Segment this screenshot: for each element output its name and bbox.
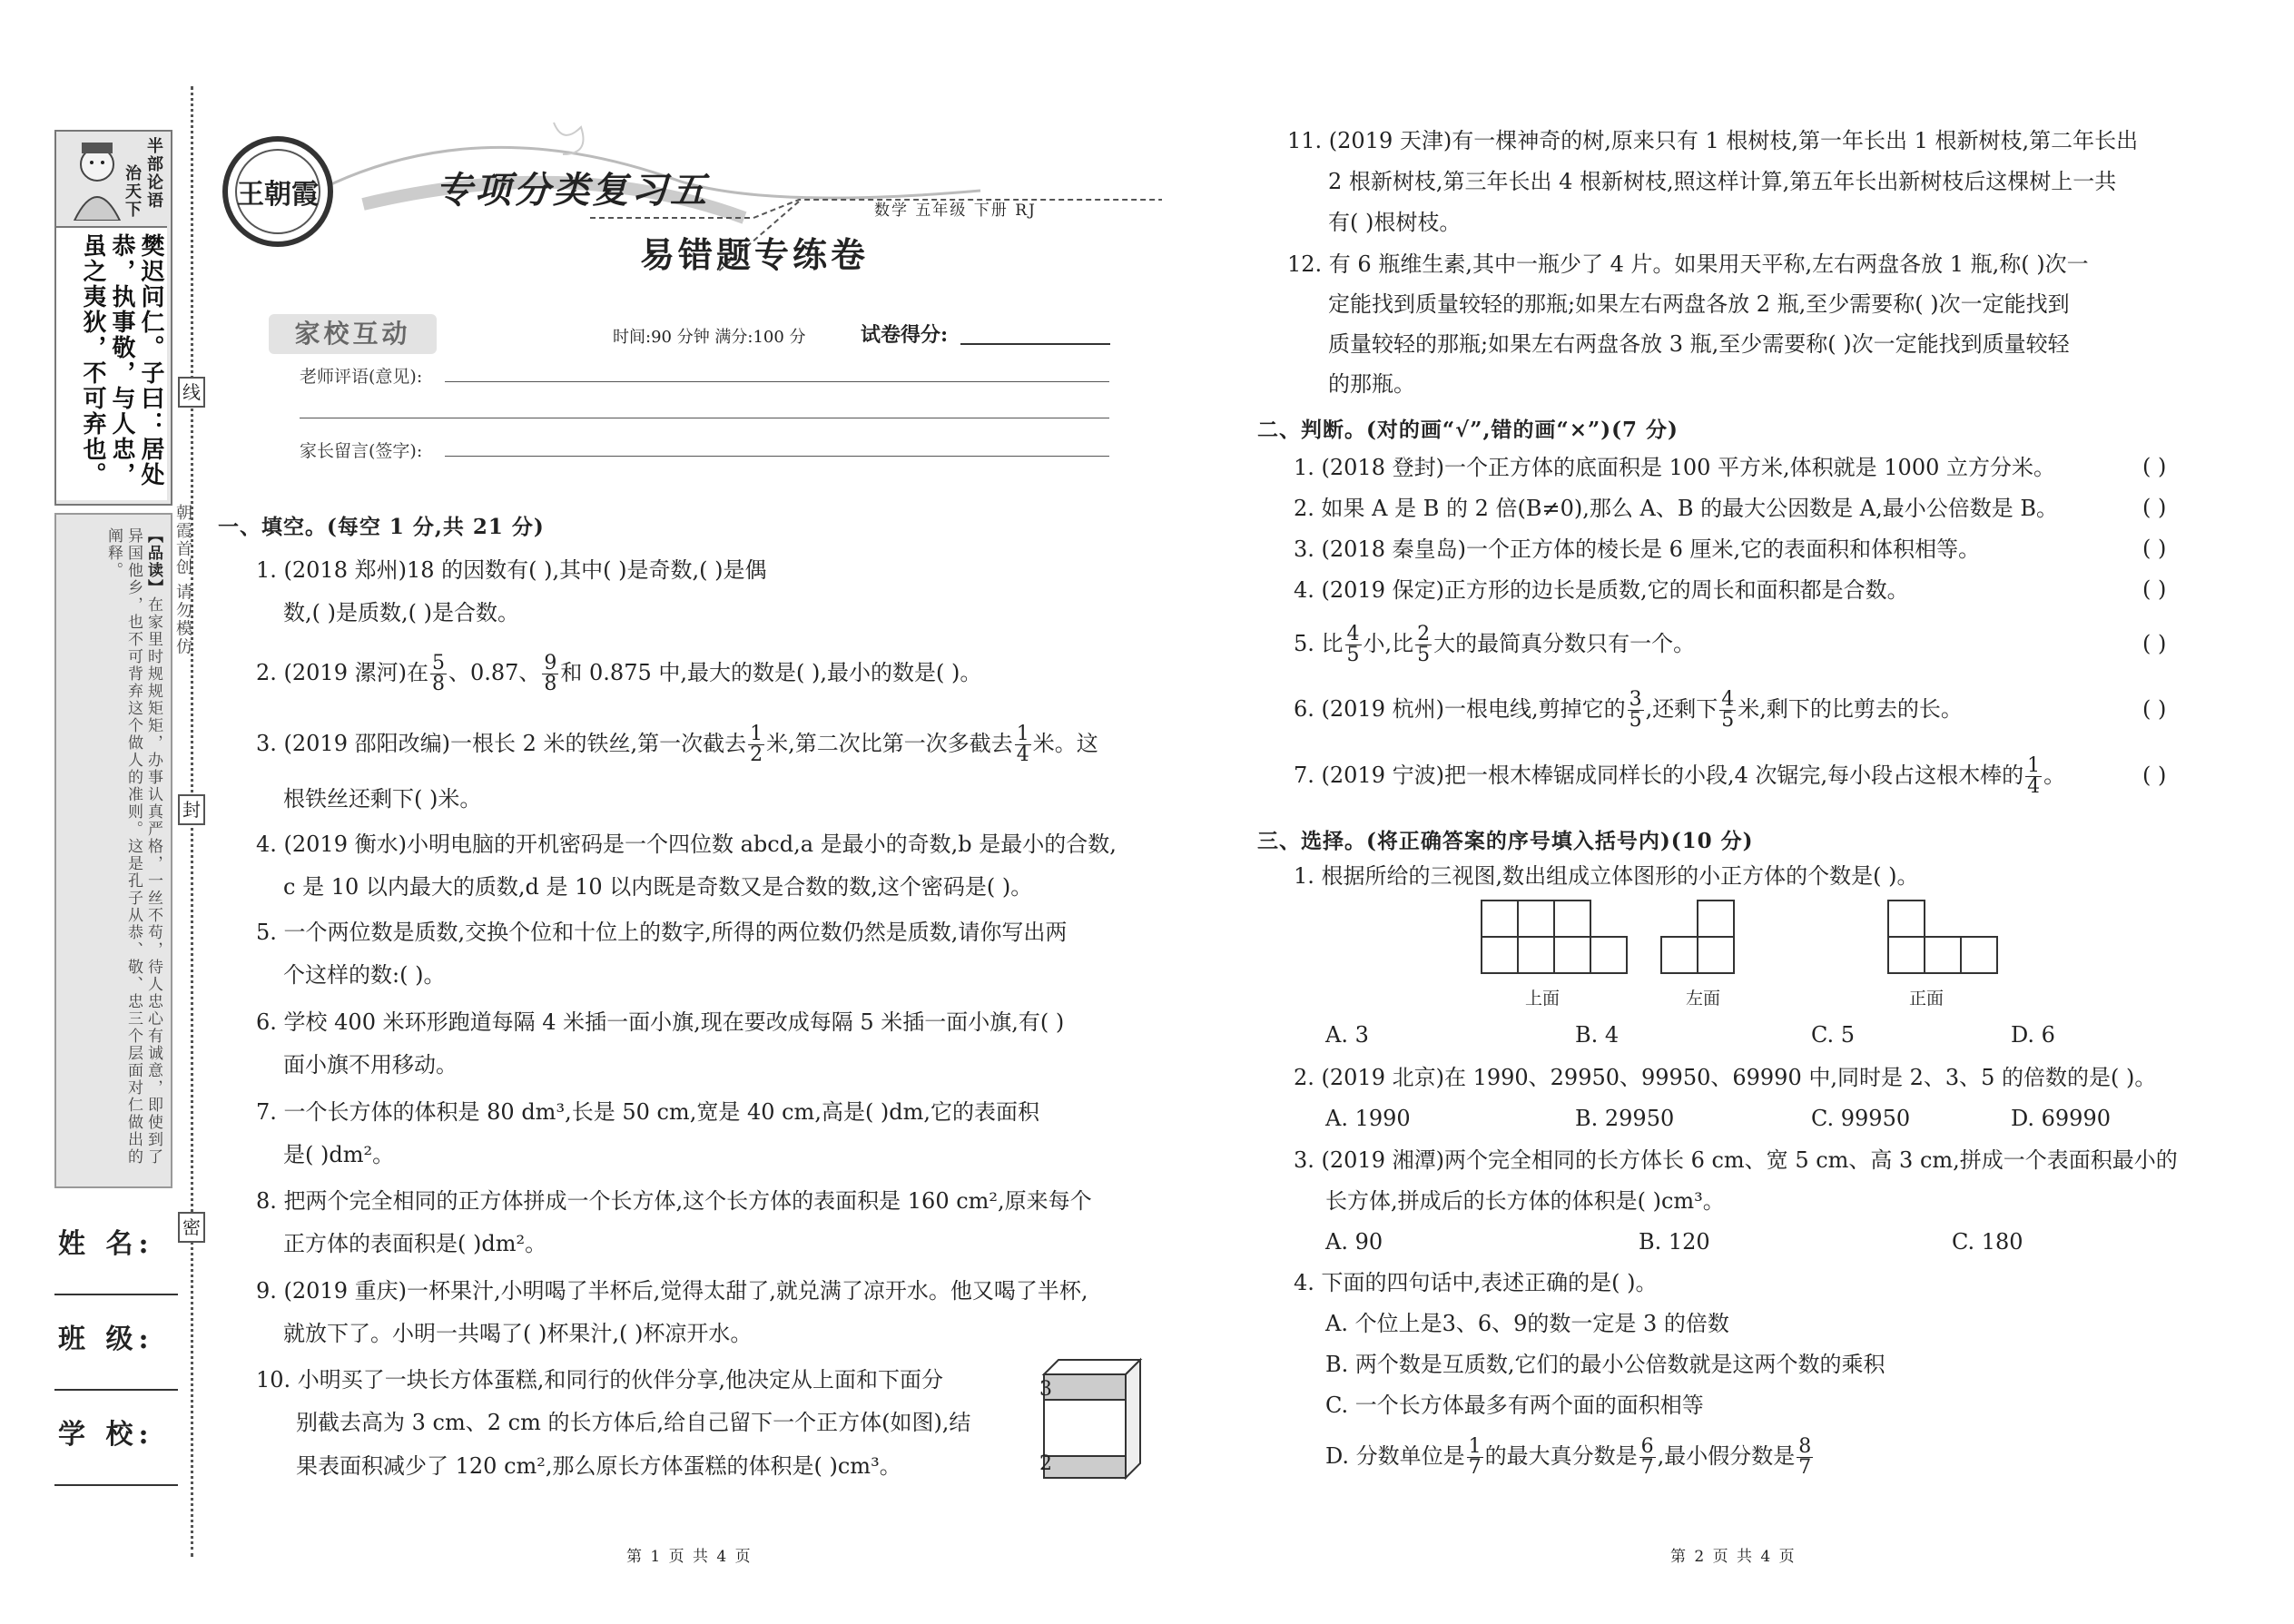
c3-line2: 长方体,拼成后的长方体的体积是( )cm³。 — [1325, 1188, 1725, 1214]
q8-line2: 正方体的表面积是( )dm²。 — [283, 1231, 547, 1256]
q11-line3: 有( )根树枝。 — [1328, 210, 1462, 235]
pindu-label: 【品读】 — [144, 527, 162, 596]
teacher-comment-line-1[interactable] — [445, 381, 1109, 382]
frac-1-4b: $\frac{1}{4}$ — [2027, 754, 2041, 798]
q11-line2: 2 根新树枝,第三年长出 4 根新树枝,照这样计算,第五年长出新树枝后这棵树上一共 — [1328, 169, 2117, 194]
strip-title-2: 治天下 — [123, 164, 142, 219]
cake-figure — [1035, 1351, 1153, 1487]
q10-line1: 10. 小明买了一块长方体蛋糕,和同行的伙伴分享,他决定从上面和下面分 — [256, 1367, 944, 1393]
q4-line1: 4. (2019 衡水)小明电脑的开机密码是一个四位数 abcd,a 是最小的奇数,b 是最小的合数, — [256, 832, 1117, 857]
q7-line2: 是( )dm²。 — [283, 1142, 395, 1167]
c3-option-b[interactable]: B. 120 — [1639, 1229, 1710, 1255]
c1-option-c[interactable]: C. 5 — [1811, 1022, 1856, 1048]
section2-title: 二、判断。(对的画“√”,错的画“×”)(7 分) — [1257, 418, 1679, 442]
school-label: 学 校: — [58, 1419, 154, 1451]
grade-meta: 数学 五年级 下册 RJ — [874, 202, 1037, 220]
class-line[interactable] — [54, 1389, 178, 1391]
j7: 7. (2019 宁波)把一根木棒锯成同样长的小段,4 次锯完,每小段占这根木棒的 $\frac{1}{4}$ 。 — [1294, 754, 2066, 798]
footer-left: 第 1 页 共 4 页 — [626, 1548, 753, 1566]
pindu-body: 在家里时规规矩矩，办事认真严格，一丝不苟，待人忠心有诚意，即使到了异国他乡，也不可背弃这个做人的准则。这是孔子从恭、敬、忠三个层面对仁做出的阐释。 — [104, 527, 162, 1166]
c3-line1: 3. (2019 湘潭)两个完全相同的长方体长 6 cm、宽 5 cm、高 3 cm,拼成一个表面积最小的 — [1294, 1147, 2178, 1173]
frac-1-7: $\frac{1}{7}$ — [1468, 1435, 1482, 1479]
c1-option-d[interactable]: D. 6 — [2011, 1022, 2055, 1048]
strip-title-1: 半部论语 — [144, 137, 163, 210]
three-views-figure — [1480, 899, 2024, 980]
score-label: 试卷得分: — [861, 323, 949, 347]
q12-line3: 质量较轻的那瓶;如果左右两盘各放 3 瓶,至少需要称( )次一定能找到质量较轻 — [1328, 331, 2070, 357]
q9-line2: 就放下了。小明一共喝了( )杯果汁,( )杯凉开水。 — [283, 1321, 753, 1346]
q6-line1: 6. 学校 400 米环形跑道每隔 4 米插一面小旗,现在要改成每隔 5 米插一面小旗,有( ) — [256, 1009, 1065, 1035]
j1-answer[interactable]: ( ) — [2142, 454, 2167, 479]
c1: 1. 根据所给的三视图,数出组成立体图形的小正方体的个数是( )。 — [1294, 863, 1919, 889]
frac-6-7: $\frac{6}{7}$ — [1640, 1435, 1654, 1479]
q8-line1: 8. 把两个完全相同的正方体拼成一个长方体,这个长方体的表面积是 160 cm²,原来每个 — [256, 1188, 1092, 1214]
pindu-text — [103, 527, 163, 1176]
q3-line2: 根铁丝还剩下( )米。 — [283, 786, 482, 812]
j6: 6. (2019 杭州)一根电线,剪掉它的 $\frac{3}{5}$ ,还剩下 $\frac{4}{5}$ 米,剩下的比剪去的长。 — [1294, 688, 1963, 732]
c1-option-a[interactable]: A. 3 — [1325, 1022, 1369, 1048]
q10-line3: 果表面积减少了 120 cm²,那么原长方体蛋糕的体积是( )cm³。 — [296, 1453, 901, 1479]
q7-line1: 7. 一个长方体的体积是 80 dm³,长是 50 cm,宽是 40 cm,高是( )dm,它的表面积 — [256, 1099, 1040, 1125]
frac-1-2: $\frac{1}{2}$ — [750, 723, 763, 766]
side-note: 朝霞首创 请勿模仿 — [173, 504, 192, 656]
teacher-comment-label: 老师评语(意见): — [300, 367, 423, 387]
j2: 2. 如果 A 是 B 的 2 倍(B≠0),那么 A、B 的最大公因数是 A,最小公倍数是 B。 — [1294, 496, 2058, 521]
q2-pre: 2. (2019 漯河)在 — [256, 660, 428, 685]
class-label: 班 级: — [58, 1324, 154, 1355]
c4-option-c[interactable]: C. 一个长方体最多有两个面的面积相等 — [1325, 1393, 1704, 1418]
c2-option-b[interactable]: B. 29950 — [1575, 1106, 1675, 1131]
logo-text: 王朝霞 — [235, 149, 320, 234]
section1-title: 一、填空。(每空 1 分,共 21 分) — [218, 515, 545, 539]
q2-mid: 、0.87、 — [448, 660, 541, 685]
cake-label-top: 3 — [1039, 1378, 1052, 1401]
c2-option-a[interactable]: A. 1990 — [1325, 1106, 1411, 1131]
cut-mark-mi: 密 — [178, 1212, 205, 1243]
j5: 5. 比 $\frac{4}{5}$ 小,比 $\frac{2}{5}$ 大的最简真分数只有一个。 — [1294, 623, 1696, 666]
frac-4-5b: $\frac{4}{5}$ — [1721, 688, 1735, 732]
view-left-label: 左面 — [1686, 989, 1721, 1009]
q5-line1: 5. 一个两位数是质数,交换个位和十位上的数字,所得的两位数仍然是质数,请你写出两 — [256, 920, 1068, 945]
q9-line1: 9. (2019 重庆)一杯果汁,小明喝了半杯后,觉得太甜了,就兑满了凉开水。他又喝了半杯, — [256, 1278, 1088, 1304]
view-top-label: 上面 — [1525, 989, 1561, 1009]
brand-logo — [222, 136, 333, 247]
cut-mark-feng: 封 — [178, 794, 205, 825]
parent-comment-label: 家长留言(签字): — [300, 441, 423, 461]
c2: 2. (2019 北京)在 1990、29950、99950、69990 中,同时是 2、3、5 的倍数的是( )。 — [1294, 1065, 2157, 1090]
q4-line2: c 是 10 以内最大的质数,d 是 10 以内既是奇数又是合数的数,这个密码是( )。 — [283, 874, 1033, 900]
q1-line1: 1. (2018 郑州)18 的因数有( ),其中( )是奇数,( )是偶 — [256, 557, 767, 583]
j2-answer[interactable]: ( ) — [2142, 495, 2167, 520]
parent-comment-line[interactable] — [445, 456, 1109, 457]
page-title: 易错题专练卷 — [640, 234, 870, 275]
section3-title: 三、选择。(将正确答案的序号填入括号内)(10 分) — [1257, 829, 1754, 853]
c2-option-d[interactable]: D. 69990 — [2011, 1106, 2111, 1131]
frac-9-8: $\frac{9}{8}$ — [544, 652, 557, 695]
name-line[interactable] — [54, 1294, 178, 1295]
score-field[interactable] — [960, 343, 1110, 345]
c3-option-c[interactable]: C. 180 — [1952, 1229, 2023, 1255]
cut-mark-xian: 线 — [178, 377, 205, 408]
q3-pre: 3. (2019 邵阳改编)一根长 2 米的铁丝,第一次截去 — [256, 731, 747, 756]
q2 — [256, 654, 981, 694]
q12-line2: 定能找到质量较轻的那瓶;如果左右两盘各放 2 瓶,至少需要称( )次一定能找到 — [1328, 291, 2070, 317]
c4-option-d[interactable]: D. 分数单位是 $\frac{1}{7}$ 的最大真分数是 $\frac{6}{7}$ ,最小假分数是 $\frac{8}{7}$ — [1325, 1435, 1812, 1479]
c4-option-a[interactable]: A. 个位上是3、6、9的数一定是 3 的倍数 — [1325, 1311, 1729, 1336]
banner-title: 专项分类复习五 — [436, 169, 709, 212]
j7-answer[interactable]: ( ) — [2142, 763, 2167, 788]
c1-option-b[interactable]: B. 4 — [1575, 1022, 1620, 1048]
c3-option-a[interactable]: A. 90 — [1325, 1229, 1383, 1255]
j3: 3. (2018 秦皇岛)一个正方体的棱长是 6 厘米,它的表面积和体积相等。 — [1294, 536, 1981, 562]
c4: 4. 下面的四句话中,表述正确的是( )。 — [1294, 1270, 1658, 1295]
q12-line4: 的那瓶。 — [1328, 371, 1415, 397]
frac-5-8: $\frac{5}{8}$ — [431, 652, 445, 695]
time-info: 时间:90 分钟 满分:100 分 — [613, 328, 806, 347]
j6-answer[interactable]: ( ) — [2142, 696, 2167, 722]
q3 — [256, 724, 1098, 765]
q12-line1: 12. 有 6 瓶维生素,其中一瓶少了 4 片。如果用天平称,左右两盘各放 1 瓶,称( )次一 — [1287, 251, 2089, 277]
q6-line2: 面小旗不用移动。 — [283, 1052, 458, 1078]
confucius-quote: 樊迟问仁。子曰：居处恭，执事敬，与人忠，虽之夷狄，不可弃也。 — [79, 233, 164, 487]
name-label: 姓 名: — [58, 1228, 154, 1260]
pindu-box — [54, 513, 172, 1188]
frac-3-5: $\frac{3}{5}$ — [1629, 688, 1642, 732]
j3-answer[interactable]: ( ) — [2142, 536, 2167, 561]
j4: 4. (2019 保定)正方形的边长是质数,它的周长和面积都是合数。 — [1294, 577, 1909, 603]
frac-8-7: $\frac{8}{7}$ — [1798, 1435, 1812, 1479]
q11-line1: 11. (2019 天津)有一棵神奇的树,原来只有 1 根树枝,第一年长出 1 根新树枝,第二年长出 — [1287, 128, 2139, 153]
home-school-badge: 家校互动 — [269, 314, 437, 354]
j5-answer[interactable]: ( ) — [2142, 631, 2167, 656]
view-front-label: 正面 — [1909, 989, 1944, 1009]
frac-1-4: $\frac{1}{4}$ — [1016, 723, 1029, 766]
c4-option-b[interactable]: B. 两个数是互质数,它们的最小公倍数就是这两个数的乘积 — [1325, 1352, 1885, 1377]
q3-mid: 米,第二次比第一次多截去 — [766, 731, 1013, 756]
q5-line2: 个这样的数:( )。 — [283, 962, 446, 988]
frac-2-5: $\frac{2}{5}$ — [1417, 623, 1431, 666]
q1-line2: 数,( )是质数,( )是合数。 — [283, 600, 519, 625]
c2-option-c[interactable]: C. 99950 — [1811, 1106, 1911, 1131]
sage-box — [54, 130, 172, 506]
q10-line2: 别截去高为 3 cm、2 cm 的长方体后,给自己留下一个正方体(如图),结 — [296, 1410, 971, 1435]
q3-post: 米。这 — [1032, 731, 1098, 756]
footer-right: 第 2 页 共 4 页 — [1670, 1548, 1797, 1566]
cake-label-bottom: 2 — [1039, 1452, 1052, 1475]
q2-post: 和 0.875 中,最大的数是( ),最小的数是( )。 — [560, 660, 982, 685]
j4-answer[interactable]: ( ) — [2142, 576, 2167, 602]
frac-4-5: $\frac{4}{5}$ — [1346, 623, 1360, 666]
school-line[interactable] — [54, 1484, 178, 1486]
j1: 1. (2018 登封)一个正方体的底面积是 100 平方米,体积就是 1000 立方分米。 — [1294, 455, 2055, 480]
